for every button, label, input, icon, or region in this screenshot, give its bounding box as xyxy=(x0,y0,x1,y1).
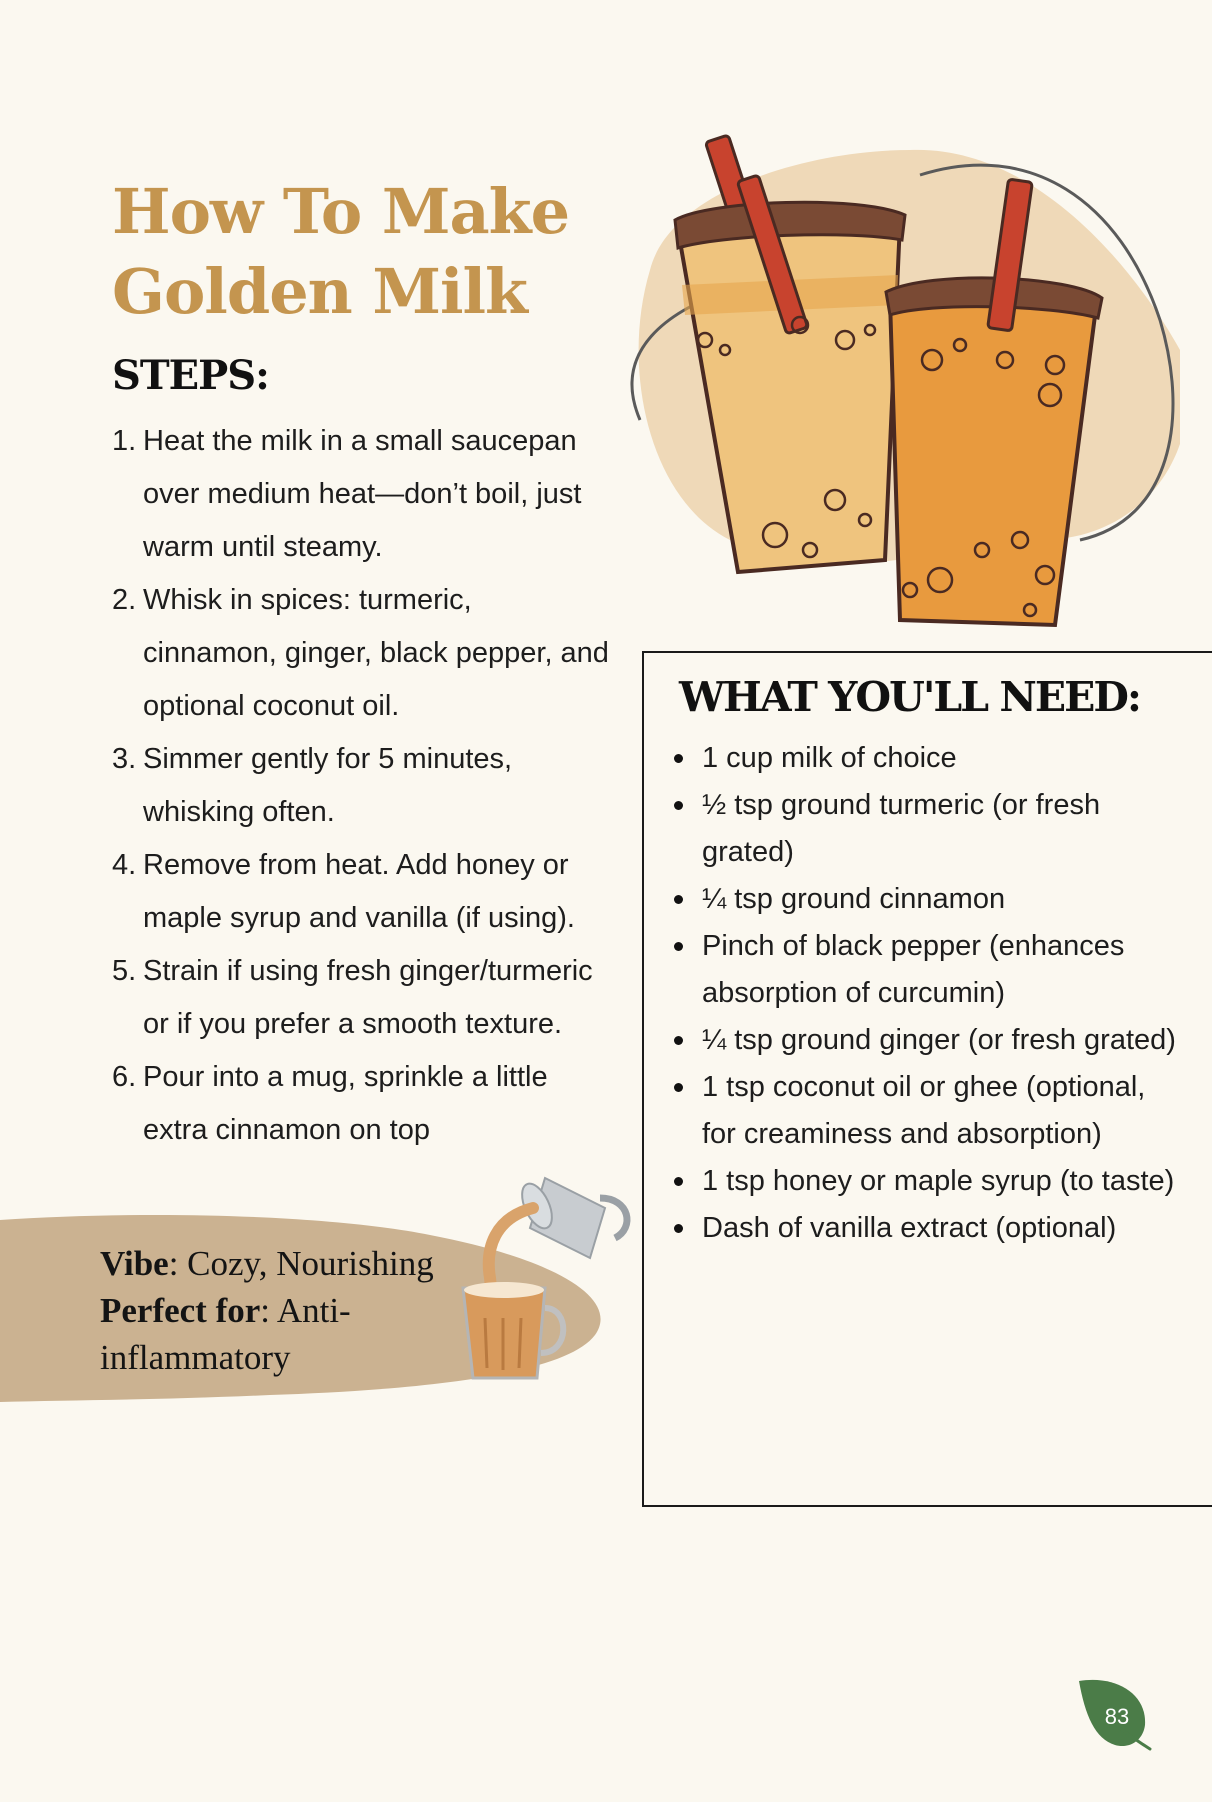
step-item xyxy=(112,945,612,1051)
step-text: Strain if using fresh ginger/turmeric or if you prefer a smooth texture. xyxy=(143,955,593,1040)
ingredients-box xyxy=(642,651,1212,1507)
step-item xyxy=(112,574,612,733)
step-number: 2. xyxy=(112,584,137,616)
step-item xyxy=(112,415,612,574)
ingredient-item: Dash of vanilla extract (optional) xyxy=(702,1205,1182,1252)
ingredient-item: ½ tsp ground turmeric (or fresh grated) xyxy=(702,782,1182,876)
page-title xyxy=(112,172,569,332)
step-text: Pour into a mug, sprinkle a little extra cinnamon on top xyxy=(143,1061,548,1146)
page-number: 83 xyxy=(1104,1704,1130,1729)
ingredient-item: 1 cup milk of choice xyxy=(702,735,1182,782)
ingredient-item: ¼ tsp ground cinnamon xyxy=(702,876,1182,923)
step-item xyxy=(112,733,612,839)
step-text: Remove from heat. Add honey or maple syrup and vanilla (if using). xyxy=(143,849,575,934)
golden-milk-cups-illustration xyxy=(610,120,1180,640)
step-number: 4. xyxy=(112,849,137,881)
vibe-label: Vibe xyxy=(100,1244,169,1283)
step-item xyxy=(112,1051,612,1157)
ingredient-item: 1 tsp coconut oil or ghee (optional, for creaminess and absorption) xyxy=(702,1064,1182,1158)
step-number: 3. xyxy=(112,743,137,775)
ingredient-item: Pinch of black pepper (enhances absorption of curcumin) xyxy=(702,923,1182,1017)
step-item xyxy=(112,839,612,945)
steps-heading: STEPS: xyxy=(112,352,269,399)
steps-list xyxy=(112,415,612,1157)
ingredients-list xyxy=(702,735,1182,1252)
perfect-for-value: : Anti-inflammatory xyxy=(100,1291,351,1377)
step-text: Whisk in spices: turmeric, cinnamon, ginger, black pepper, and optional coconut oil. xyxy=(143,584,609,722)
step-number: 5. xyxy=(112,955,137,987)
title-line-1: How To Make xyxy=(112,175,570,248)
perfect-for-label: Perfect for xyxy=(100,1291,261,1330)
step-text: Heat the milk in a small saucepan over medium heat—don’t boil, just warm until steamy. xyxy=(143,425,582,563)
vibe-box xyxy=(100,1240,470,1381)
vibe-value: : Cozy, Nourishing xyxy=(168,1244,434,1283)
ingredients-heading: WHAT YOU'LL NEED: xyxy=(679,673,1141,721)
step-text: Simmer gently for 5 minutes, whisking often. xyxy=(143,743,513,828)
ingredient-item: ¼ tsp ground ginger (or fresh grated) xyxy=(702,1017,1182,1064)
ingredient-item: 1 tsp honey or maple syrup (to taste) xyxy=(702,1158,1182,1205)
step-number: 1. xyxy=(112,425,137,457)
step-number: 6. xyxy=(112,1061,137,1093)
pouring-milk-illustration xyxy=(455,1168,635,1388)
title-line-2: Golden Milk xyxy=(112,255,528,328)
